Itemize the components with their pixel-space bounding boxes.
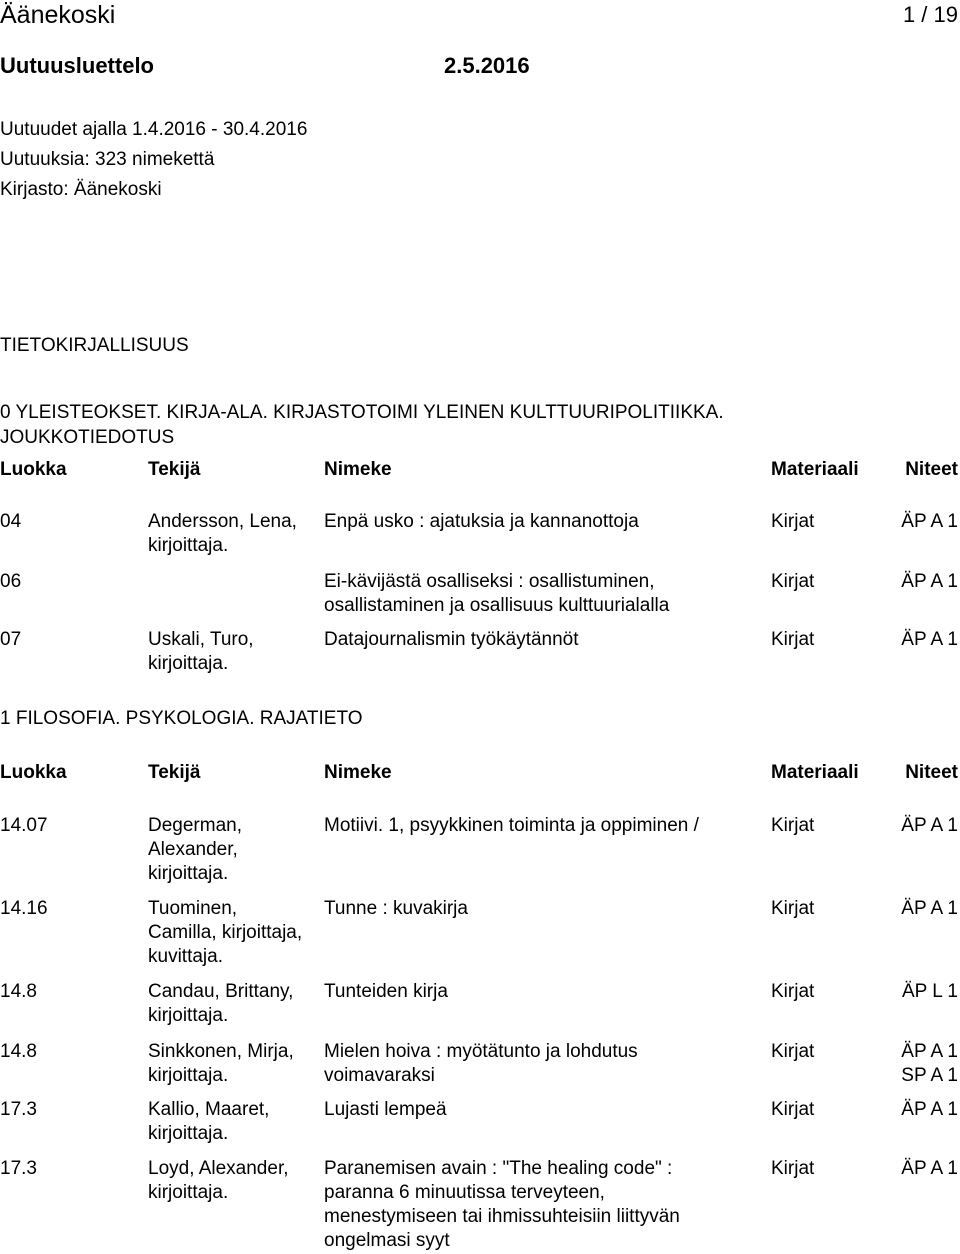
material-cell: Kirjat — [771, 981, 815, 1002]
title-cell: Enpä usko : ajatuksia ja kannanottoja — [324, 511, 639, 532]
author-cell: kirjoittaja. — [148, 1123, 229, 1144]
class-cell: 17.3 — [0, 1158, 37, 1179]
author-cell: kirjoittaja. — [148, 863, 229, 884]
material-cell: Kirjat — [771, 1099, 815, 1120]
author-cell: Loyd, Alexander, — [148, 1158, 289, 1179]
copies-cell: ÄP L 1 — [902, 981, 958, 1002]
title-cell: osallistaminen ja osallisuus kulttuurialalla — [324, 595, 670, 616]
column-header-copies: Niteet — [905, 762, 958, 783]
author-cell: Sinkkonen, Mirja, — [148, 1041, 294, 1062]
material-cell: Kirjat — [771, 571, 815, 592]
author-cell: Degerman, — [148, 815, 242, 836]
copies-cell: ÄP A 1 — [901, 629, 958, 650]
title-cell: Motiivi. 1, psyykkinen toiminta ja oppiminen / — [324, 815, 699, 836]
column-header-title: Nimeke — [324, 459, 392, 480]
copies-cell: ÄP A 1 — [901, 511, 958, 532]
library-line: Kirjasto: Äänekoski — [0, 179, 162, 200]
column-header-material: Materiaali — [771, 762, 859, 783]
column-header-author: Tekijä — [148, 762, 201, 783]
material-cell: Kirjat — [771, 815, 815, 836]
title-cell: Ei-kävijästä osalliseksi : osallistuminen, — [324, 571, 655, 592]
material-cell: Kirjat — [771, 629, 815, 650]
author-cell: Alexander, — [148, 839, 238, 860]
column-header-author: Tekijä — [148, 459, 201, 480]
section-heading: JOUKKOTIEDOTUS — [0, 427, 175, 448]
material-cell: Kirjat — [771, 511, 815, 532]
library-name: Äänekoski — [0, 1, 116, 29]
category-heading: TIETOKIRJALLISUUS — [0, 335, 189, 356]
column-header-class: Luokka — [0, 459, 67, 480]
class-cell: 17.3 — [0, 1099, 37, 1120]
author-cell: Tuominen, — [148, 898, 238, 919]
class-cell: 07 — [0, 629, 22, 650]
class-cell: 14.8 — [0, 1041, 37, 1062]
copies-cell: ÄP A 1 — [901, 815, 958, 836]
count-line: Uutuuksia: 323 nimekettä — [0, 149, 215, 170]
title-cell: Lujasti lempeä — [324, 1099, 447, 1120]
class-cell: 04 — [0, 511, 22, 532]
author-cell: kirjoittaja. — [148, 653, 229, 674]
title-cell: voimavaraksi — [324, 1065, 435, 1086]
page-number: 1 / 19 — [902, 2, 958, 27]
section-heading: 1 FILOSOFIA. PSYKOLOGIA. RAJATIETO — [0, 708, 363, 729]
class-cell: 14.16 — [0, 898, 48, 919]
copies-cell: ÄP A 1 — [901, 1041, 958, 1062]
section-heading: 0 YLEISTEOKSET. KIRJA-ALA. KIRJASTOTOIMI YLEINEN KULTTUURIPOLITIIKKA. — [0, 402, 724, 423]
column-header-title: Nimeke — [324, 762, 392, 783]
class-cell: 14.07 — [0, 815, 48, 836]
copies-cell: ÄP A 1 — [901, 571, 958, 592]
title-cell: Tunne : kuvakirja — [324, 898, 468, 919]
author-cell: Andersson, Lena, — [148, 511, 297, 532]
author-cell: Candau, Brittany, — [148, 981, 294, 1002]
class-cell: 14.8 — [0, 981, 37, 1002]
list-title: Uutuusluettelo — [0, 53, 154, 78]
copies-cell: ÄP A 1 — [901, 898, 958, 919]
author-cell: Kallio, Maaret, — [148, 1099, 270, 1120]
author-cell: Uskali, Turo, — [148, 629, 254, 650]
material-cell: Kirjat — [771, 1041, 815, 1062]
column-header-material: Materiaali — [771, 459, 859, 480]
title-cell: menestymiseen tai ihmissuhteisiin liittyvän — [324, 1206, 680, 1227]
list-date: 2.5.2016 — [444, 53, 530, 78]
author-cell: kuvittaja. — [148, 946, 223, 967]
author-cell: kirjoittaja. — [148, 1182, 229, 1203]
column-header-class: Luokka — [0, 762, 67, 783]
author-cell: Camilla, kirjoittaja, — [148, 922, 303, 943]
author-cell: kirjoittaja. — [148, 1005, 229, 1026]
title-cell: Datajournalismin työkäytännöt — [324, 629, 579, 650]
title-cell: Paranemisen avain : "The healing code" : — [324, 1158, 673, 1179]
copies-cell: ÄP A 1 — [901, 1099, 958, 1120]
class-cell: 06 — [0, 571, 22, 592]
material-cell: Kirjat — [771, 1158, 815, 1179]
author-cell: kirjoittaja. — [148, 1065, 229, 1086]
copies-cell: ÄP A 1 — [901, 1158, 958, 1179]
title-cell: paranna 6 minuutissa terveyteen, — [324, 1182, 605, 1203]
column-header-copies: Niteet — [905, 459, 958, 480]
author-cell: kirjoittaja. — [148, 535, 229, 556]
title-cell: Tunteiden kirja — [324, 981, 448, 1002]
title-cell: Mielen hoiva : myötätunto ja lohdutus — [324, 1041, 638, 1062]
material-cell: Kirjat — [771, 898, 815, 919]
period-line: Uutuudet ajalla 1.4.2016 - 30.4.2016 — [0, 119, 308, 140]
copies-cell: SP A 1 — [901, 1065, 958, 1086]
title-cell: ongelmasi syyt — [324, 1230, 450, 1251]
